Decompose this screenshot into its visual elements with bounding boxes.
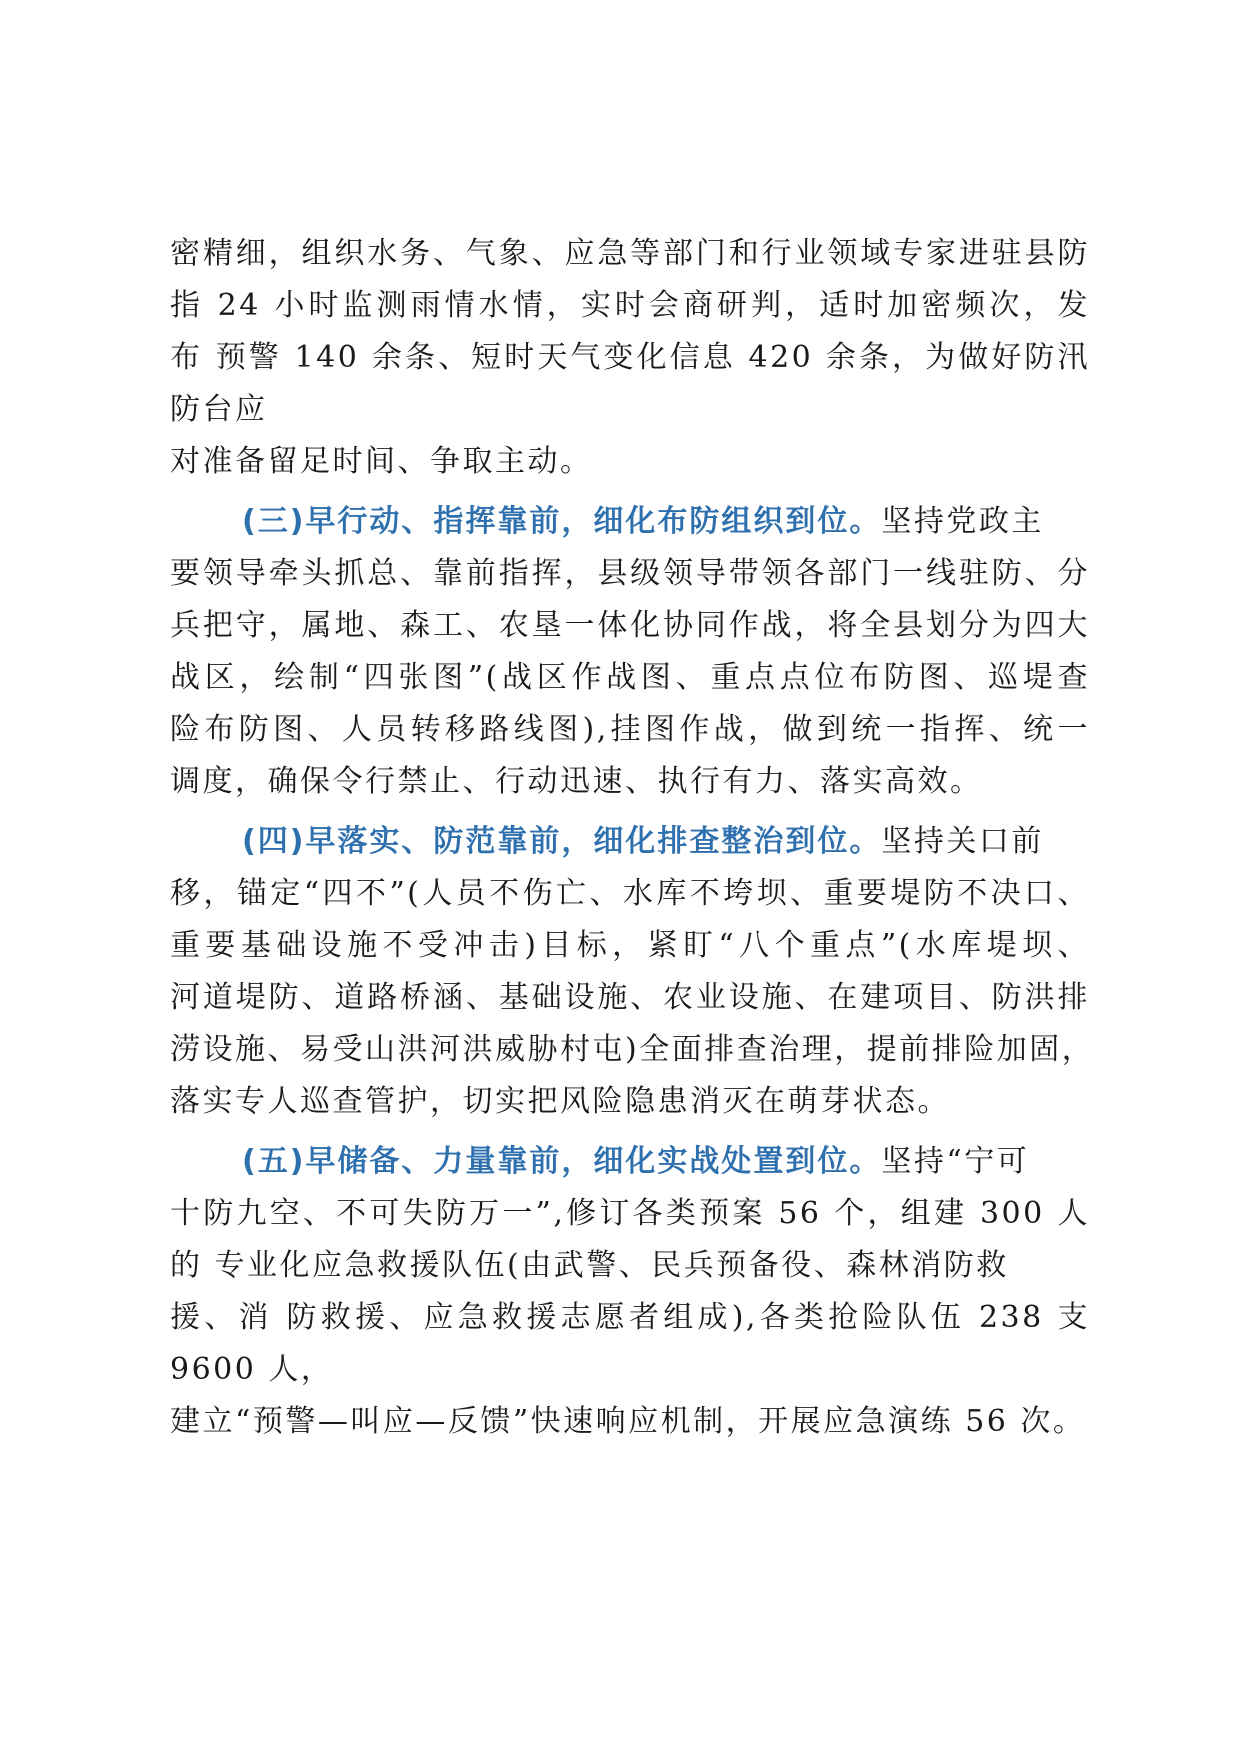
text-line: 对准备留足时间、争取主动。 [170,444,593,479]
paragraph-first-line [170,496,1090,548]
paragraph-first-line [170,1136,1090,1188]
text-line: 防台应 [170,392,268,427]
text-line: 涝设施、易受山洪河洪威胁村屯)全面排查治理，提前排险加固， [170,1032,1095,1067]
text-line: 落实专人巡查管护，切实把风险隐患消灭在萌芽状态。 [170,1084,950,1119]
text-run: 坚持关口前 [881,824,1044,859]
text-line: 的 专业化应急救援队伍(由武警、民兵预备役、森林消防救 [170,1248,1009,1283]
text-line: 移，锚定“四不”(人员不伤亡、水库不垮坝、重要堤防不决口、 [170,876,1090,911]
text-line: 十防九空、不可失防万一”,修订各类预案 56 个，组建 300 人 [170,1196,1090,1231]
paragraph-section-3 [170,496,1090,808]
text-line: 调度，确保令行禁止、行动迅速、执行有力、落实高效。 [170,764,983,799]
paragraph-section-5 [170,1136,1090,1448]
text-line: 河道堤防、道路桥涵、基础设施、农业设施、在建项目、防洪排 [170,980,1090,1015]
text-line: 9600 人， [170,1352,334,1387]
text-line: 密精细，组织水务、气象、应急等部门和行业领域专家进驻县防 [170,236,1090,271]
text-line: 布 预警 140 余条、短时天气变化信息 420 余条，为做好防汛 [170,340,1090,375]
text-line: 险布防图、人员转移路线图),挂图作战，做到统一指挥、统一 [170,712,1090,747]
paragraph-monitoring [170,228,1090,488]
document-body [170,228,1095,1448]
section-heading: (三)早行动、指挥靠前，细化布防组织到位。 [242,504,882,539]
text-line: 要领导牵头抓总、靠前指挥，县级领导带领各部门一线驻防、分 [170,556,1090,591]
text-line: 重要基础设施不受冲击)目标，紧盯“八个重点”(水库堤坝、 [170,928,1090,963]
section-heading: (四)早落实、防范靠前，细化排查整治到位。 [242,824,882,859]
text-line: 援、消 防救援、应急救援志愿者组成),各类抢险队伍 238 支 [170,1300,1090,1335]
paragraph-section-4 [170,816,1095,1128]
text-line: 指 24 小时监测雨情水情，实时会商研判，适时加密频次，发 [170,288,1090,323]
text-line: 兵把守，属地、森工、农垦一体化协同作战，将全县划分为四大 [170,608,1090,643]
section-heading: (五)早储备、力量靠前，细化实战处置到位。 [242,1144,882,1179]
paragraph-first-line [170,816,1090,868]
text-line: 建立“预警—叫应—反馈”快速响应机制，开展应急演练 56 次。 [170,1404,1086,1439]
text-run: 坚持“宁可 [881,1144,1030,1179]
text-line: 战区，绘制“四张图”(战区作战图、重点点位布防图、巡堤查 [170,660,1090,695]
text-run: 坚持党政主 [881,504,1044,539]
